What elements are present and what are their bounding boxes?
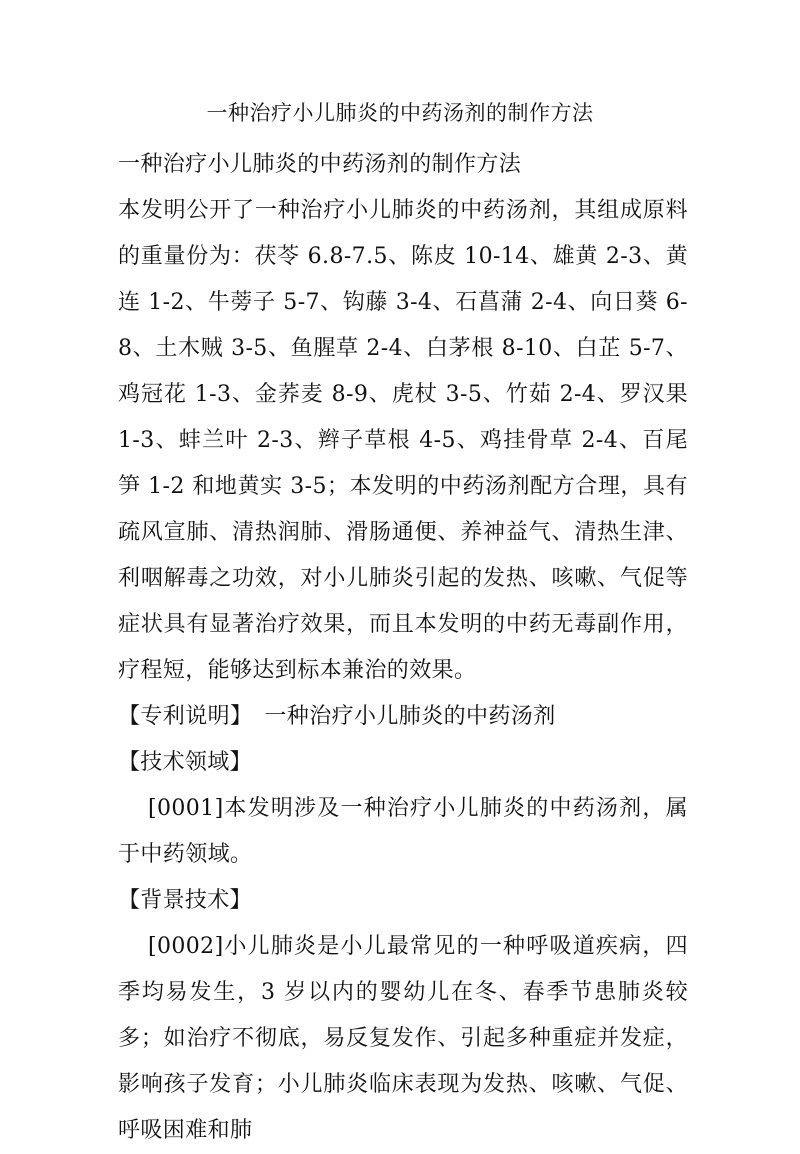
document-subtitle: 一种治疗小儿肺炎的中药汤剂的制作方法: [118, 152, 522, 177]
patent-description-heading: [118, 694, 688, 740]
paragraph-0002: [0002]小儿肺炎是小儿最常见的一种呼吸道疾病，四季均易发生，3 岁以内的婴幼儿在冬、春季节患肺炎较多；如治疗不彻底，易反复发作、引起多种重症并发症，影响孩子发育；小儿肺炎临床表现为发热、咳嗽、气促、呼吸困难和肺: [118, 934, 688, 1143]
technical-field-heading: 【技术领域】: [118, 750, 252, 775]
document-body: [118, 142, 688, 1154]
background-heading: 【背景技术】: [118, 888, 252, 913]
document-title: 一种治疗小儿肺炎的中药汤剂的制作方法: [206, 101, 594, 125]
paragraph-0001: [0001]本发明涉及一种治疗小儿肺炎的中药汤剂，属于中药领域。: [118, 796, 688, 867]
patent-description-title: 一种治疗小儿肺炎的中药汤剂: [264, 704, 556, 729]
abstract-paragraph: 本发明公开了一种治疗小儿肺炎的中药汤剂，其组成原料的重量份为：茯苓 6.8-7.5、陈皮 10-14、雄黄 2-3、黄连 1-2、牛蒡子 5-7、钩藤 3-4、石菖蒲 2-4、向日葵 6-8、土木贼 3-5、鱼腥草 2-4、白茅根 8-10、白芷 5-7、鸡冠花 1-3、金荞麦 8-9、虎杖 3-5、竹茹 2-4、罗汉果 1-3、蚌兰叶 2-3、辫子草根 4-5、鸡挂骨草 2-4、百尾笋 1-2 和地黄实 3-5；本发明的中药汤剂配方合理，具有疏风宣肺、清热润肺、滑肠通便、养神益气、清热生津、利咽解毒之功效，对小儿肺炎引起的发热、咳嗽、气促等症状具有显著治疗效果，而且本发明的中药无毒副作用，疗程短，能够达到标本兼治的效果。: [118, 198, 688, 683]
patent-description-label: 【专利说明】: [118, 704, 253, 729]
